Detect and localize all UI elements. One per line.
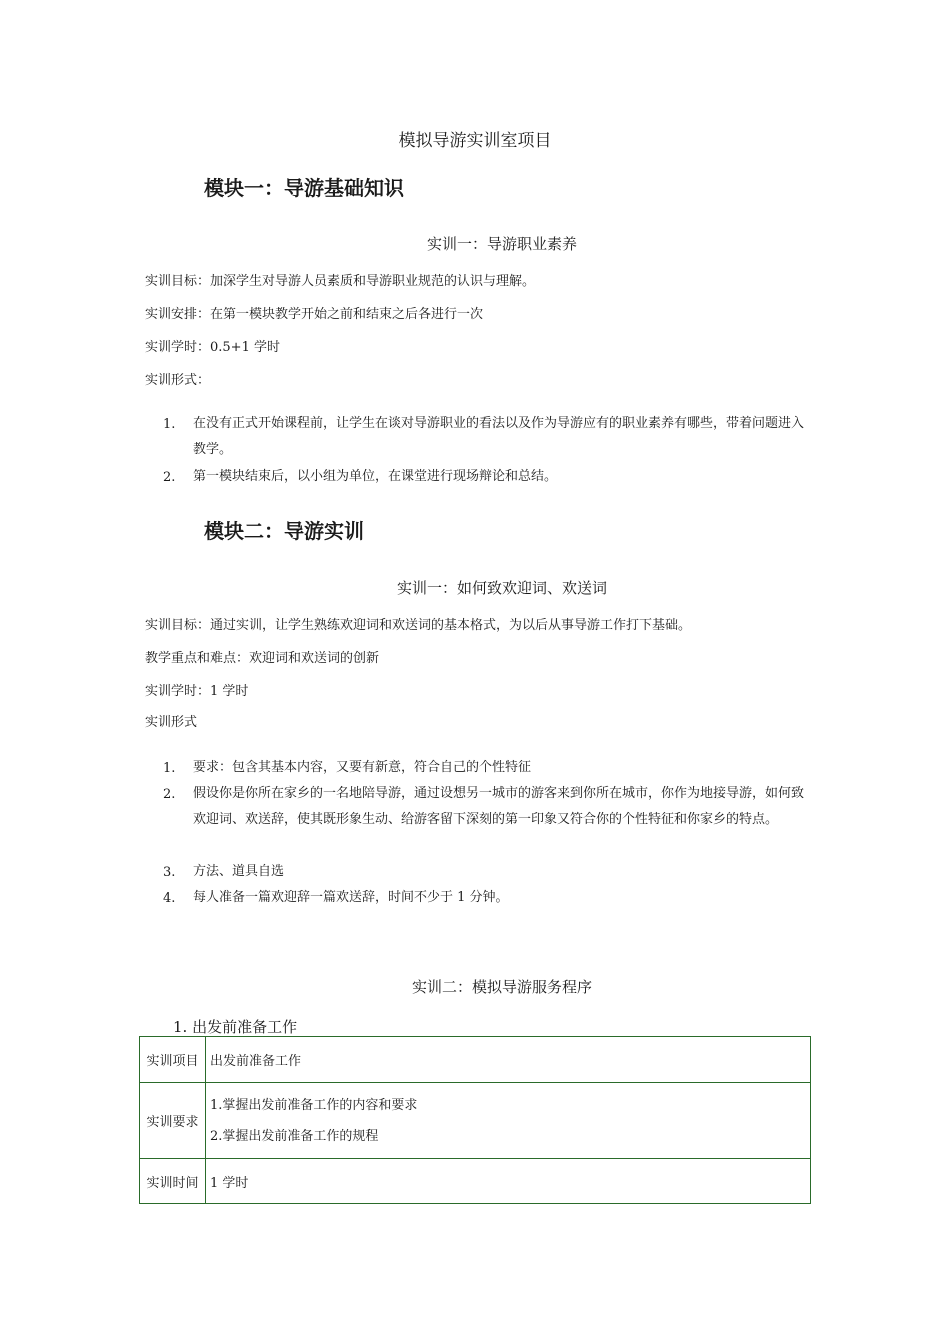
table-value: 出发前准备工作 [206,1037,811,1083]
module-heading-2: 模块二：导游实训 [204,519,364,543]
training-title-1: 实训一：导游职业素养 [426,235,577,253]
table-row [140,1159,811,1204]
list-item: 要求：包含其基本内容，又要有新意，符合自己的个性特征 [193,760,532,775]
table-row [140,1037,811,1083]
table-value [206,1083,811,1159]
training-title-3: 实训二：模拟导游服务程序 [411,978,592,996]
training-title-2: 实训一：如何致欢迎词、欢送词 [396,579,607,597]
training-form-label: 实训形式 [145,715,198,730]
table-row [140,1083,811,1159]
training-goal: 实训目标：加深学生对导游人员素质和导游职业规范的认识与理解。 [145,274,536,289]
training-focus: 教学重点和难点：欢迎词和欢送词的创新 [145,651,380,666]
list-item-number: 1. [163,417,176,432]
training-hours: 实训学时：0.5+1 学时 [145,340,280,355]
training-table [139,1036,811,1204]
list-item: 假设你是你所在家乡的一名地陪导游，通过设想另一城市的游客来到你所在城市，你作为地接导游，如何致欢迎词、欢送辞，使其既形象生动、给游客留下深刻的第一印象又符合你的个性特征和你家乡的特点。 [193,786,805,827]
table-value: 1 学时 [206,1159,811,1204]
list-item-number: 1. [163,761,176,776]
list-item: 第一模块结束后，以小组为单位，在课堂进行现场辩论和总结。 [193,469,558,484]
training-form-label: 实训形式： [145,373,211,388]
training-hours: 实训学时：1 学时 [145,684,249,699]
requirement-line: 2.掌握出发前准备工作的规程 [210,1128,379,1144]
module-heading-1: 模块一：导游基础知识 [204,176,404,200]
list-item-number: 4. [163,891,176,906]
list-item: 每人准备一篇欢迎辞一篇欢送辞，时间不少于 1 分钟。 [193,890,509,905]
list-item-number: 2. [163,470,176,485]
requirement-line: 1.掌握出发前准备工作的内容和要求 [210,1097,418,1113]
section-title: 1. 出发前准备工作 [173,1018,298,1036]
document-title: 模拟导游实训室项目 [398,131,552,151]
list-item: 在没有正式开始课程前，让学生在谈对导游职业的看法以及作为导游应有的职业素养有哪些，带着问题进入教学。 [193,416,805,457]
training-goal: 实训目标：通过实训，让学生熟练欢迎词和欢送词的基本格式，为以后从事导游工作打下基础。 [145,618,692,633]
list-item-number: 3. [163,865,176,880]
list-item: 方法、道具自选 [193,864,285,879]
training-schedule: 实训安排：在第一模块教学开始之前和结束之后各进行一次 [145,307,484,322]
list-item-number: 2. [163,787,176,802]
table-label: 实训时间 [140,1159,206,1204]
table-label: 实训要求 [140,1083,206,1159]
table-label: 实训项目 [140,1037,206,1083]
